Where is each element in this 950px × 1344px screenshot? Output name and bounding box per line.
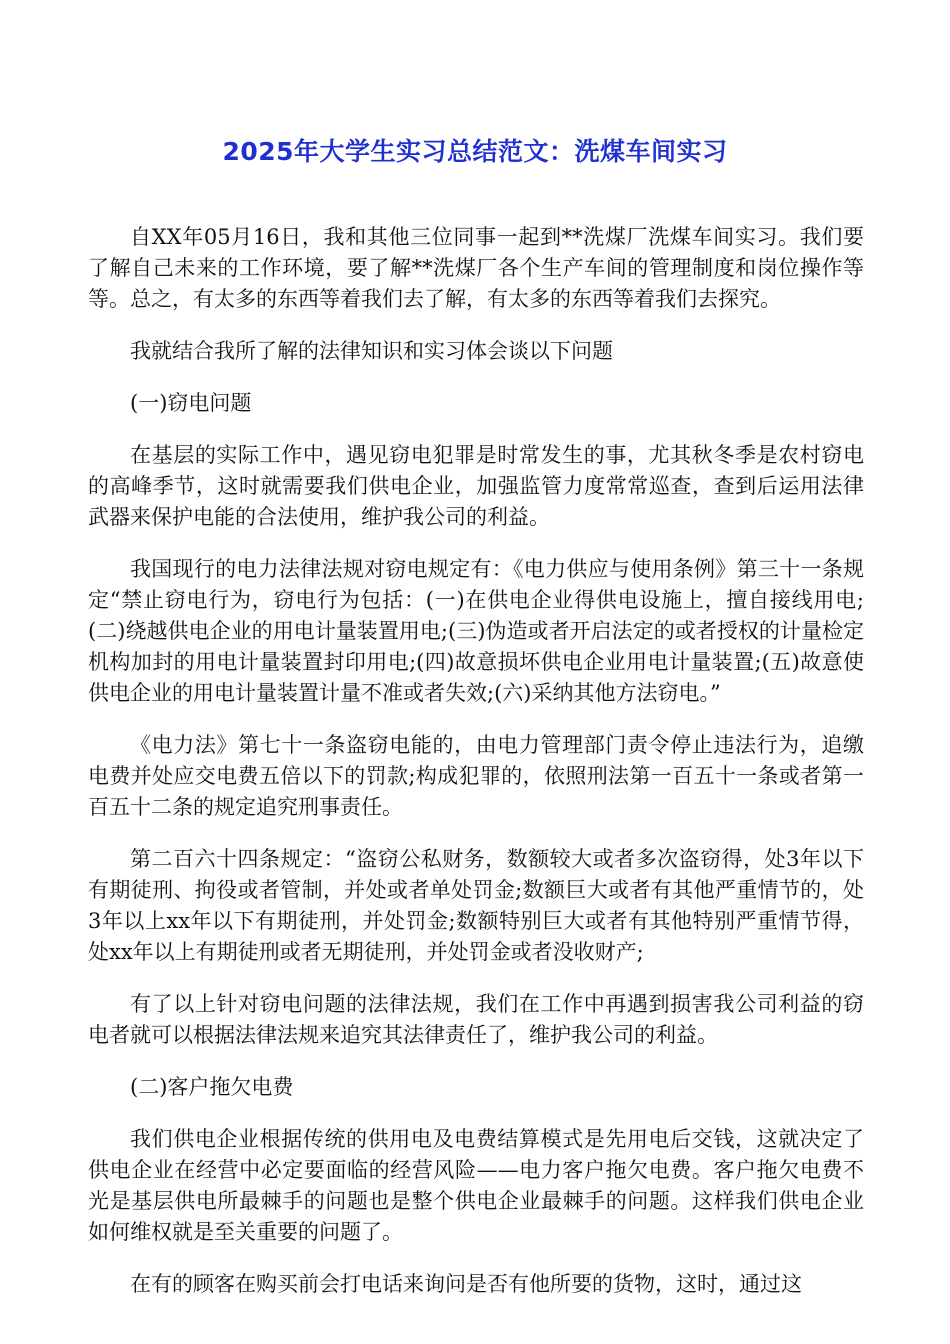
paragraph: 自XX年05月16日，我和其他三位同事一起到**洗煤厂洗煤车间实习。我们要了解自己未来的工作环境，要了解**洗煤厂各个生产车间的管理制度和岗位操作等等。总之，有太多的东西等着我们去了解，有太多的东西等着我们去探究。 — [88, 225, 864, 311]
paragraph: 我们供电企业根据传统的供用电及电费结算模式是先用电后交钱，这就决定了供电企业在经营中必定要面临的经营风险——电力客户拖欠电费。客户拖欠电费不光是基层供电所最棘手的问题也是整个供电企业最棘手的问题。这样我们供电企业如何维权就是至关重要的问题了。 — [88, 1127, 864, 1244]
section-heading: (二)客户拖欠电费 — [130, 1075, 294, 1099]
section-heading: (一)窃电问题 — [130, 391, 252, 415]
paragraph: 《电力法》第七十一条盗窃电能的，由电力管理部门责令停止违法行为，追缴电费并处应交电费五倍以下的罚款;构成犯罪的，依照刑法第一百五十一条或者第一百五十二条的规定追究刑事责任。 — [88, 733, 864, 819]
document-body — [88, 222, 864, 1321]
paragraph: 在基层的实际工作中，遇见窃电犯罪是时常发生的事，尤其秋冬季是农村窃电的高峰季节，这时就需要我们供电企业，加强监管力度常常巡查，查到后运用法律武器来保护电能的合法使用，维护我公司的利益。 — [88, 443, 864, 529]
document-title: 2025年大学生实习总结范文：洗煤车间实习 — [222, 137, 728, 166]
paragraph: 有了以上针对窃电问题的法律法规，我们在工作中再遇到损害我公司利益的窃电者就可以根据法律法规来追究其法律责任了，维护我公司的利益。 — [88, 992, 864, 1047]
paragraph: 第二百六十四条规定：“盗窃公私财务，数额较大或者多次盗窃得，处3年以下有期徒刑、拘役或者管制，并处或者单处罚金;数额巨大或者有其他严重情节的，处3年以上xx年以下有期徒刑，并处罚金;数额特别巨大或者有其他特别严重情节得，处xx年以上有期徒刑或者无期徒刑，并处罚金或者没收财产; — [88, 847, 864, 964]
paragraph: 我就结合我所了解的法律知识和实习体会谈以下问题 — [130, 339, 613, 363]
paragraph: 在有的顾客在购买前会打电话来询问是否有他所要的货物，这时，通过这 — [130, 1272, 802, 1296]
paragraph: 我国现行的电力法律法规对窃电规定有：《电力供应与使用条例》第三十一条规定“禁止窃电行为，窃电行为包括：(一)在供电企业得供电设施上，擅自接线用电;(二)绕越供电企业的用电计量装置用电;(三)伪造或者开启法定的或者授权的计量检定机构加封的用电计量装置封印用电;(四)故意损坏供电企业用电计量装置;(五)故意使供电企业的用电计量装置计量不准或者失效;(六)采纳其他方法窃电。” — [88, 557, 864, 705]
